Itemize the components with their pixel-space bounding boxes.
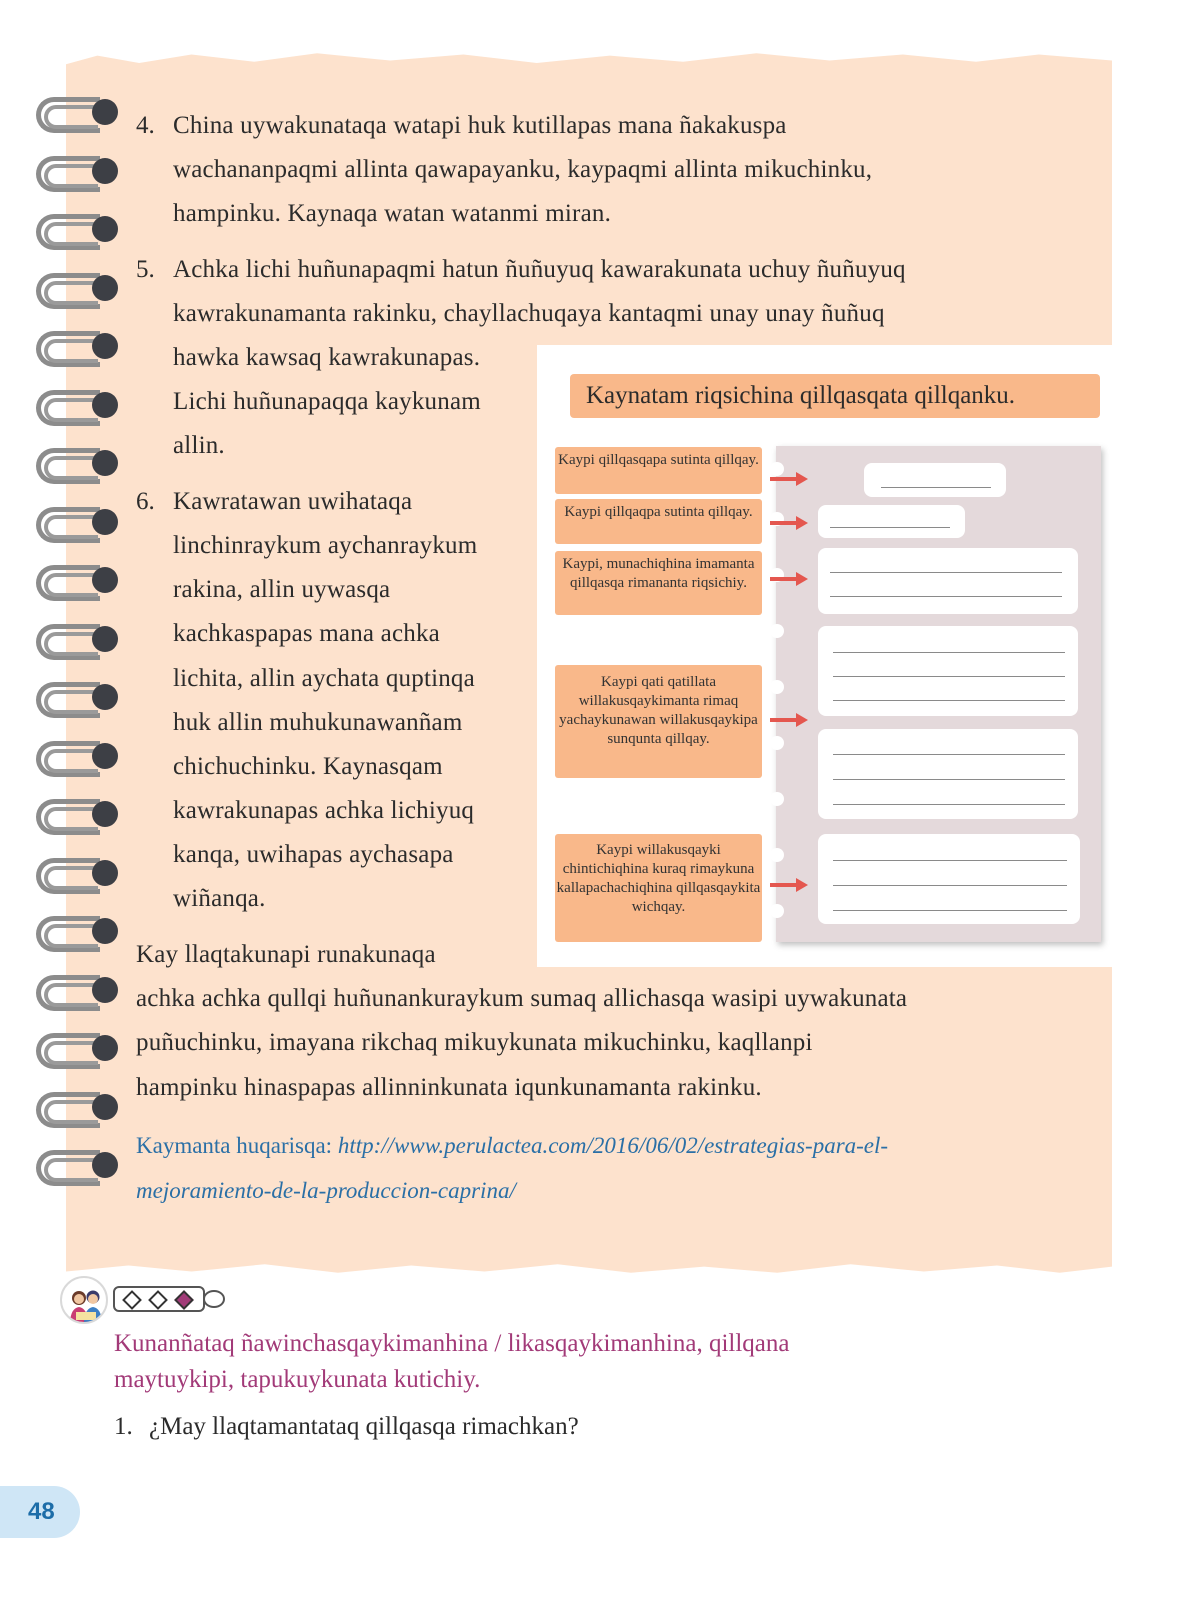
spiral-ring-icon xyxy=(36,329,112,369)
writing-line xyxy=(833,652,1065,653)
label-conclusion-field: Kaypi willakusqayki chintichiqhina kuraq rimaykuna kallapachachiqhina qillqasqaykita wichqay. xyxy=(555,834,762,942)
label-introduction-field: Kaypi, munachiqhina imamanta qillqasqa rimananta riqsichiy. xyxy=(555,551,762,615)
spiral-ring-icon xyxy=(36,856,112,896)
paragraph-line: lichita, allin aychata quptinqa xyxy=(173,665,475,692)
writing-line xyxy=(830,572,1062,573)
writing-line xyxy=(833,676,1065,677)
source-label: Kaymanta huqarisqa: xyxy=(136,1133,333,1158)
sheet-hole xyxy=(770,904,784,918)
paragraph-line: rakina, allin uywasqa xyxy=(173,576,391,603)
paragraph-line: Achka lichi huñunapaqmi hatun ñuñuyuq kawarakunata uchuy ñuñuyuq xyxy=(173,256,906,283)
arrow-right-icon xyxy=(770,713,808,727)
source-link[interactable]: http://www.perulactea.com/2016/06/02/estrategias-para-el- xyxy=(337,1133,889,1158)
paragraph-line: wachananpaqmi allinta qawapayanku, kaypaqmi allinta mikuchinku, xyxy=(173,156,873,183)
diamond-filled-icon xyxy=(174,1290,194,1310)
writing-line xyxy=(833,860,1067,861)
spiral-ring-icon xyxy=(36,505,112,545)
difficulty-tag xyxy=(113,1286,205,1312)
spiral-ring-icon xyxy=(36,446,112,486)
sheet-hole xyxy=(770,736,784,750)
spiral-ring-icon xyxy=(36,154,112,194)
sheet-hole xyxy=(770,680,784,694)
writing-line xyxy=(833,754,1065,755)
diamond-empty-icon xyxy=(148,1290,168,1310)
arrow-right-icon xyxy=(770,472,808,486)
question-number: 1. xyxy=(114,1413,133,1440)
introduction-writing-field xyxy=(818,548,1078,614)
source-citation xyxy=(136,1133,888,1159)
paragraph-line: hampinku. Kaynaqa watan watanmi miran. xyxy=(173,200,612,227)
writing-line xyxy=(833,700,1065,701)
spiral-ring-icon xyxy=(36,1090,112,1130)
arrow-right-icon xyxy=(770,878,808,892)
development-writing-field-1 xyxy=(818,626,1078,716)
title-writing-field xyxy=(864,463,1006,497)
spiral-ring-icon xyxy=(36,271,112,311)
students-avatar-icon xyxy=(60,1276,108,1324)
source-link-continued[interactable]: mejoramiento-de-la-produccion-caprina/ xyxy=(136,1178,516,1203)
spiral-ring-icon xyxy=(36,739,112,779)
writing-line xyxy=(830,596,1062,597)
paragraph-line: Kawratawan uwihataqa xyxy=(173,488,413,515)
paragraph-line: hampinku hinaspapas allinninkunata iqunkunamanta rakinku. xyxy=(136,1074,762,1101)
writing-line xyxy=(833,910,1067,911)
paragraph-line: linchinraykum aychanraykum xyxy=(173,532,478,559)
spiral-ring-icon xyxy=(36,797,112,837)
paragraph-line: wiñanqa. xyxy=(173,885,266,912)
sheet-hole xyxy=(770,624,784,638)
spiral-ring-icon xyxy=(36,388,112,428)
author-writing-field xyxy=(818,505,965,538)
sheet-hole xyxy=(770,848,784,862)
spiral-ring-icon xyxy=(36,680,112,720)
paragraph-line: Lichi huñunapaqqa kaykunam xyxy=(173,388,481,415)
activity-instruction-continued: maytuykipi, tapukuykunata kutichiy. xyxy=(114,1366,481,1393)
spiral-ring-icon xyxy=(36,95,112,135)
list-number-4: 4. xyxy=(136,112,155,139)
spiral-ring-icon xyxy=(36,563,112,603)
spiral-ring-icon xyxy=(36,1031,112,1071)
arrow-right-icon xyxy=(770,516,808,530)
spiral-ring-icon xyxy=(36,914,112,954)
label-author-field: Kaypi qillqaqpa sutinta qillqay. xyxy=(555,499,762,544)
tag-loop-icon xyxy=(203,1290,225,1308)
paragraph-line: kachkaspapas mana achka xyxy=(173,620,440,647)
writing-line xyxy=(833,779,1065,780)
paragraph-line: allin. xyxy=(173,432,225,459)
page-number: 48 xyxy=(0,1486,80,1538)
spiral-ring-icon xyxy=(36,212,112,252)
diamond-empty-icon xyxy=(122,1290,142,1310)
writing-line xyxy=(881,487,991,488)
writing-line xyxy=(833,804,1065,805)
writing-line xyxy=(833,885,1067,886)
paragraph-line: puñuchinku, imayana rikchaq mikuykunata mikuchinku, kaqllanpi xyxy=(136,1029,813,1056)
paragraph-line: China uywakunataqa watapi huk kutillapas mana ñakakuspa xyxy=(173,112,787,139)
label-development-field: Kaypi qati qatillata willakusqaykimanta rimaq yachaykunawan willakusqaykipa sunqunta qillqay. xyxy=(555,665,762,778)
diagram-title: Kaynatam riqsichina qillqasqata qillqanku. xyxy=(570,374,1100,418)
paragraph-line: huk allin muhukunawanñam xyxy=(173,709,463,736)
spiral-ring-icon xyxy=(36,622,112,662)
paragraph-line: kawrakunamanta rakinku, chayllachuqaya kantaqmi unay unay ñuñuq xyxy=(173,300,885,327)
sheet-hole xyxy=(770,792,784,806)
paragraph-line: kawrakunapas achka lichiyuq xyxy=(173,797,475,824)
spiral-ring-icon xyxy=(36,973,112,1013)
spiral-binding xyxy=(36,95,116,1255)
question-text: ¿May llaqtamantataq qillqasqa rimachkan? xyxy=(149,1413,579,1440)
paragraph-line: hawka kawsaq kawrakunapas. xyxy=(173,344,481,371)
activity-instruction: Kunanñataq ñawinchasqaykimanhina / likasqaykimanhina, qillqana xyxy=(114,1330,790,1357)
arrow-right-icon xyxy=(770,572,808,586)
list-number-5: 5. xyxy=(136,256,155,283)
paragraph-line: chichuchinku. Kaynasqam xyxy=(173,753,443,780)
list-number-6: 6. xyxy=(136,488,155,515)
development-writing-field-2 xyxy=(818,729,1078,819)
paragraph-line: Kay llaqtakunapi runakunaqa xyxy=(136,941,436,968)
question-item xyxy=(114,1413,579,1441)
paragraph-line: kanqa, uwihapas aychasapa xyxy=(173,841,454,868)
spiral-ring-icon xyxy=(36,1148,112,1188)
paragraph-line: achka achka qullqi huñunankuraykum sumaq allichasqa wasipi uywakunata xyxy=(136,985,908,1012)
writing-line xyxy=(830,527,950,528)
label-title-field: Kaypi qillqasqapa sutinta qillqay. xyxy=(555,447,762,494)
